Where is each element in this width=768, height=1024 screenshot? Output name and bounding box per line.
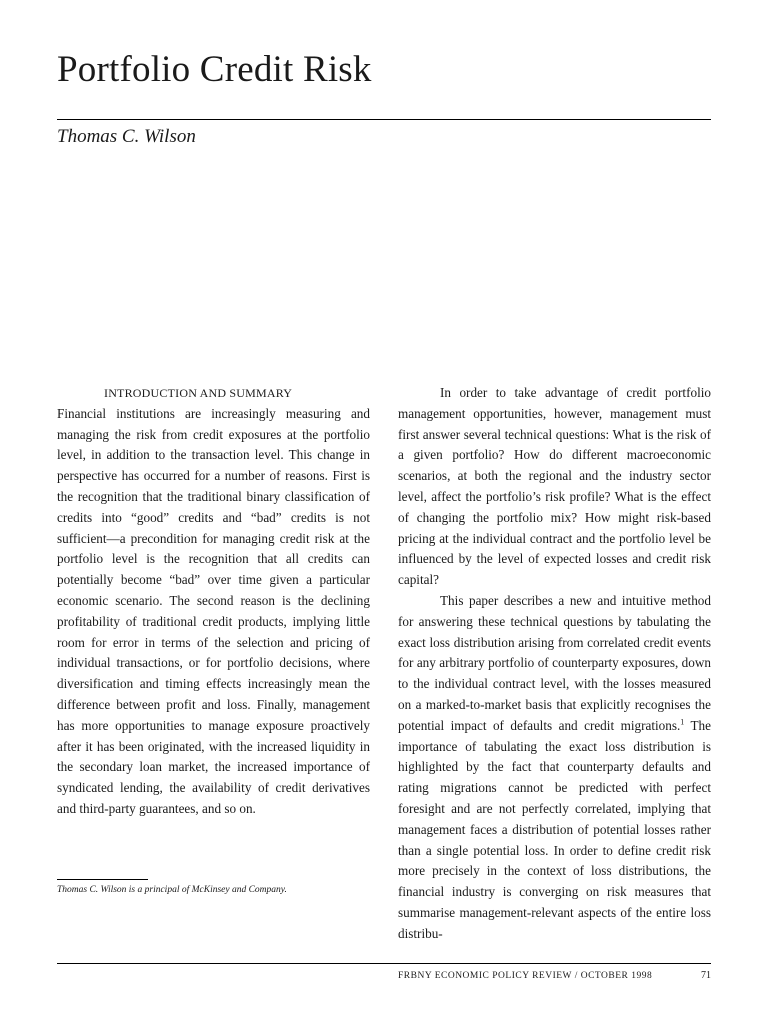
left-column [57, 383, 370, 820]
page-number: 71 [701, 970, 711, 981]
footnote-marker: 1 [680, 717, 685, 727]
section-heading: INTRODUCTION AND SUMMARY [104, 386, 293, 400]
author-name: Thomas C. Wilson [57, 126, 196, 147]
footer-divider [57, 963, 711, 964]
body-paragraph-2-continued: The importance of tabulating the exact loss distribution is highlighted by the fact that counterparty defaults and rating migrations cannot be predicted with perfect foresight and are not perfectly correlated, implying that management faces a distribution of potential losses rather than a single potential loss. In order to define credit risk more precisely in the context of loss distributions, the financial industry is converging on risk measures that summarise management-relevant aspects of the entire loss distribu- [398, 717, 712, 941]
intro-paragraph: Financial institutions are increasingly measuring and managing the risk from credit exposures at the portfolio level, in addition to the transaction level. This change in perspective has occurred for a number of reasons. First is the recognition that the traditional binary classification of credits into “good” credits and “bad” credits is not sufficient—a precondition for managing credit risk at the portfolio level is the recognition that all credits can potentially become “bad” over time given a particular economic scenario. The second reason is the declining profitability of traditional credit products, implying little room for error in terms of the selection and pricing of individual transactions, or for portfolio decisions, where diversification and timing effects increasingly mean the difference between profit and loss. Finally, management has more opportunities to manage exposure proactively after it has been originated, with the increased liquidity in the secondary loan market, the increased importance of syndicated lending, the availability of credit derivatives and third-party guarantees, and so on. [57, 405, 370, 816]
footnote-divider [57, 879, 148, 880]
header-divider [57, 119, 711, 120]
author-footnote: Thomas C. Wilson is a principal of McKinsey and Company. [57, 885, 287, 895]
article-title: Portfolio Credit Risk [57, 49, 372, 90]
right-column [398, 383, 711, 945]
body-paragraph-2-text: This paper describes a new and intuitive method for answering these technical questions by tabulating the exact loss distribution arising from correlated credit events for any arbitrary portfolio of counterparty exposures, down to the individual contract level, with the losses measured on a marked-to-market basis that explicitly recognises the potential impact of defaults and credit migrations. [398, 592, 711, 733]
body-paragraph-2 [398, 591, 711, 945]
running-footer: FRBNY ECONOMIC POLICY REVIEW / OCTOBER 1998 [398, 971, 653, 981]
body-paragraph-1: In order to take advantage of credit portfolio management opportunities, however, management must first answer several technical questions: What is the risk of a given portfolio? How do different macroeconomic scenarios, at both the regional and the industry sector level, affect the portfolio’s risk profile? What is the effect of changing the portfolio mix? How might risk-based pricing at the individual contract and the portfolio level be influenced by the level of expected losses and credit risk capital? [398, 385, 711, 588]
